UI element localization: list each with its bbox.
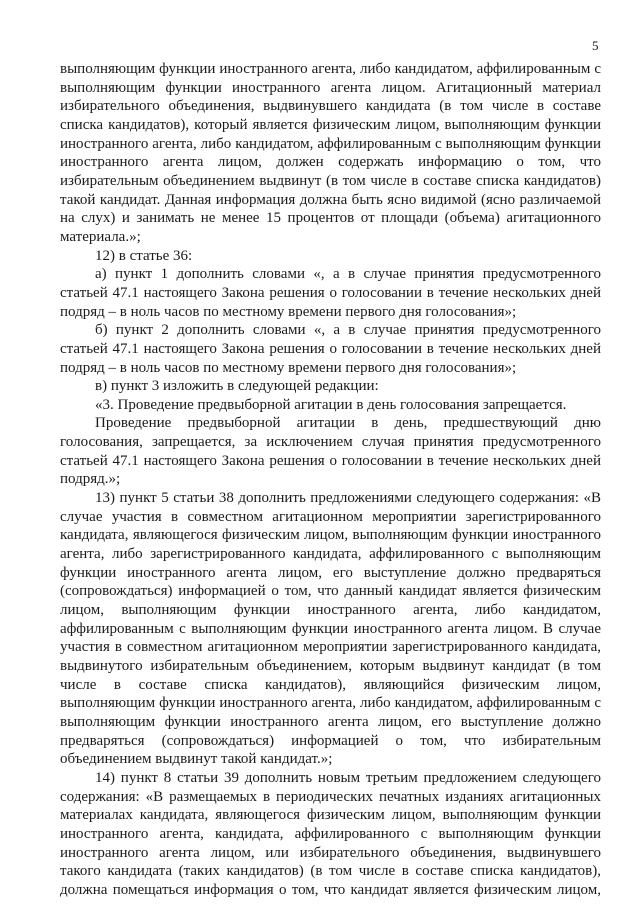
paragraph-item-12a: а) пункт 1 дополнить словами «, а в случае принятия предусмотренного статьей 47.1 настоящего Закона решения о голосовании в течение нескольких дней подряд – в ноль часов по местному времени первого дня голосования»;	[60, 266, 601, 320]
document-body	[60, 60, 601, 900]
paragraph-new-point-3: «3. Проведение предвыборной агитации в день голосования запрещается.	[95, 396, 567, 413]
paragraph-item-13: 13) пункт 5 статьи 38 дополнить предложениями следующего содержания: «В случае участия в совместном агитационном мероприятии зарегистрированного кандидата, являющегося физическим лицом, выполняющим функции иностранного агента, либо зарегистрированного кандидата, аффилированного с выполняющим функции иностранного агента лицом, его выступление должно предваряться (сопровождаться) информацией о том, что данный кандидат является физическим лицом, выполняющим функции иностранного агента, либо кандидатом, аффилированным с выполняющим функции иностранного агента лицом. В случае участия в совместном агитационном мероприятии зарегистрированного кандидата, выдвинутого избирательным объединением, которым выдвинут кандидат (в том числе в составе списка кандидатов), являющийся физическим лицом, выполняющим функции иностранного агента, либо кандидатом, аффилированным с выполняющим функции иностранного агента лицом, его выступление должно предваряться (сопровождаться) информацией о том, что избирательным объединением выдвинут такой кандидат.»;	[60, 490, 601, 768]
paragraph-item-12v: в) пункт 3 изложить в следующей редакции:	[95, 378, 379, 395]
paragraph-continuation: выполняющим функции иностранного агента, либо кандидатом, аффилированным с выполняющим функции иностранного агента лицом. Агитационный материал избирательного объединения, выдвинувшего кандидата (в том числе в составе списка кандидатов), который является физическим лицом, выполняющим функции иностранного агента, либо кандидатом, аффилированным с выполняющим функции иностранного агента лицом, должен содержать информацию о том, что избирательным объединением выдвинут (в том числе в составе списка кандидатов) такой кандидат. Данная информация должна быть ясно видимой (ясно различаемой на слух) и занимать не менее 15 процентов от площади (объема) агитационного материала.»;	[60, 61, 601, 245]
paragraph-item-12b: б) пункт 2 дополнить словами «, а в случае принятия предусмотренного статьей 47.1 настоящего Закона решения о голосовании в течение нескольких дней подряд – в ноль часов по местному времени первого дня голосования»;	[60, 322, 601, 376]
paragraph-item-12: 12) в статье 36:	[95, 247, 193, 264]
paragraph-item-14: 14) пункт 8 статьи 39 дополнить новым третьим предложением следующего содержания: «В размещаемых в периодических печатных изданиях агитационных материалах кандидата, являющегося физическим лицом, выполняющим функции иностранного агента, кандидата, аффилированного с выполняющим функции иностранного агента лицом, или избирательного объединения, выдвинувшего такого кандидата (таких кандидатов) (в том числе в составе списка кандидатов), должна помещаться информация о том, что кандидат является физическим лицом,	[60, 769, 601, 898]
paragraph-agitation-day-before: Проведение предвыборной агитации в день, предшествующий дню голосования, запрещается, за исключением случая принятия предусмотренного статьей 47.1 настоящего Закона решения о голосовании в течение нескольких дней подряд.»;	[60, 415, 601, 488]
page-number: 5	[592, 38, 599, 53]
